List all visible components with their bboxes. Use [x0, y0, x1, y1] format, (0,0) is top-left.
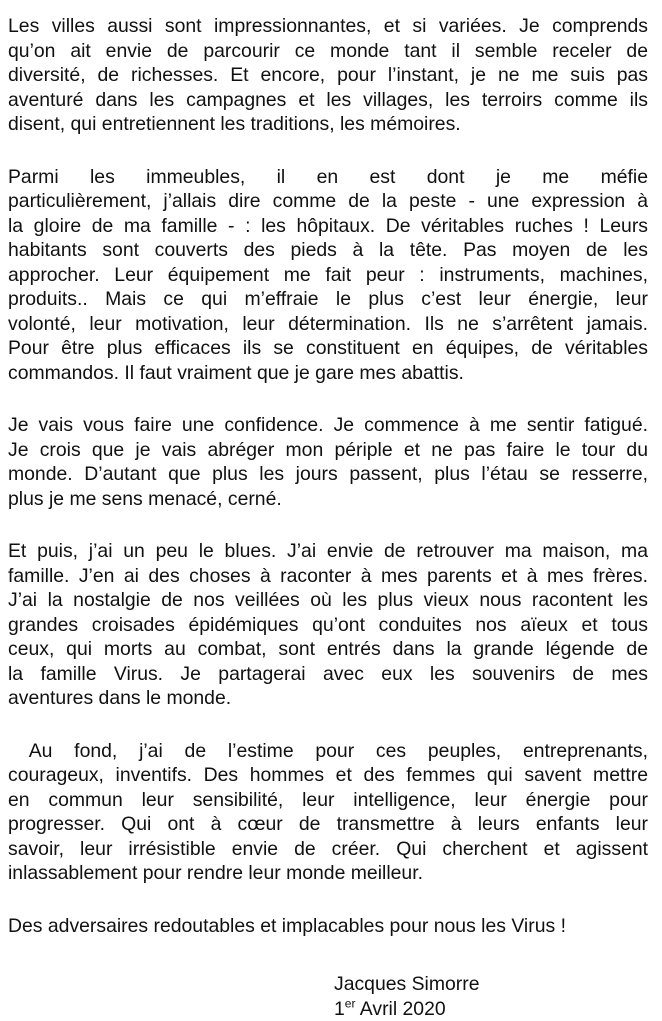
text-line: aventures dans le monde. — [8, 687, 232, 709]
text-line: volonté, leur motivation, leur détermination. Ils ne s’arrêtent jamais. — [8, 312, 648, 335]
paragraph-villes — [8, 14, 648, 137]
date-rest: Avril 2020 — [355, 997, 446, 1020]
text-line: Les villes aussi sont impressionnantes, et si variées. Je comprends — [8, 15, 648, 37]
text-line: monde. D’autant que plus les jours passent, plus l’étau se resserre, — [8, 463, 648, 485]
text-line: particulièrement, j’allais dire comme de la peste - une expression à — [8, 190, 648, 212]
paragraph-conclusion — [8, 914, 648, 939]
signature-date — [334, 997, 480, 1021]
text-line: Je crois que je vais abréger mon périple et ne pas faire le tour du — [8, 438, 648, 461]
date-day: 1 — [334, 997, 345, 1020]
text-line: J’ai la nostalgie de nos veillées où les plus vieux nous racontent les — [8, 589, 648, 611]
text-line: grandes croisades épidémiques qu’ont conduites nos aïeux et tous — [8, 613, 648, 636]
text-line: Au fond, j’ai de l’estime pour ces peuples, entreprenants, — [8, 739, 648, 762]
paragraph-blues — [8, 539, 648, 711]
text-line: diversité, de richesses. Et encore, pour l’instant, je ne me suis pas — [8, 64, 648, 86]
text-line: plus je me sens menacé, cerné. — [8, 487, 282, 510]
signature-author: Jacques Simorre — [334, 973, 480, 995]
text-line: Des adversaires redoutables et implacables pour nous les Virus ! — [8, 914, 566, 937]
text-line: commandos. Il faut vraiment que je gare mes abattis. — [8, 361, 464, 384]
text-line: en commun leur sensibilité, leur intelligence, leur énergie pour — [8, 788, 648, 811]
text-line: Je vais vous faire une confidence. Je commence à me sentir fatigué. — [8, 414, 648, 436]
text-line: approcher. Leur équipement me fait peur : instruments, machines, — [8, 263, 648, 286]
text-line: ceux, qui morts au combat, sont entrés dans la grande légende de — [8, 638, 648, 660]
paragraph-estime — [8, 739, 648, 886]
text-line: Et puis, j’ai un peu le blues. J’ai envie de retrouver ma maison, ma — [8, 540, 648, 562]
text-line: savoir, leur irrésistible envie de créer. Qui cherchent et agissent — [8, 837, 648, 860]
text-line: la famille Virus. Je partagerai avec eux les souvenirs de mes — [8, 662, 648, 685]
signature-block — [334, 972, 480, 1021]
text-line: produits.. Mais ce qui m’effraie le plus c’est leur énergie, leur — [8, 288, 648, 310]
text-line: courageux, inventifs. Des hommes et des femmes qui savent mettre — [8, 764, 648, 786]
text-line: la gloire de ma famille - : les hôpitaux. De véritables ruches ! Leurs — [8, 214, 648, 237]
text-line: Pour être plus efficaces ils se constituent en équipes, de véritables — [8, 337, 648, 359]
text-line: habitants sont couverts des pieds à la tête. Pas moyen de les — [8, 239, 648, 261]
text-line: qu’on ait envie de parcourir ce monde tant il semble receler de — [8, 39, 648, 62]
text-line: Parmi les immeubles, il en est dont je me méfie — [8, 165, 648, 188]
paragraph-confidence — [8, 413, 648, 511]
text-line: aventuré dans les campagnes et les villages, les terroirs comme ils — [8, 88, 648, 111]
paragraph-hopitaux — [8, 165, 648, 386]
text-line: progresser. Qui ont à cœur de transmettre à leurs enfants leur — [8, 813, 648, 835]
text-line: inlassablement pour rendre leur monde meilleur. — [8, 862, 423, 884]
document-body — [8, 14, 648, 966]
text-line: disent, qui entretiennent les traditions, les mémoires. — [8, 113, 461, 135]
text-line: famille. J’en ai des choses à raconter à mes parents et à mes frères. — [8, 564, 648, 587]
date-suffix: er — [344, 996, 356, 1011]
